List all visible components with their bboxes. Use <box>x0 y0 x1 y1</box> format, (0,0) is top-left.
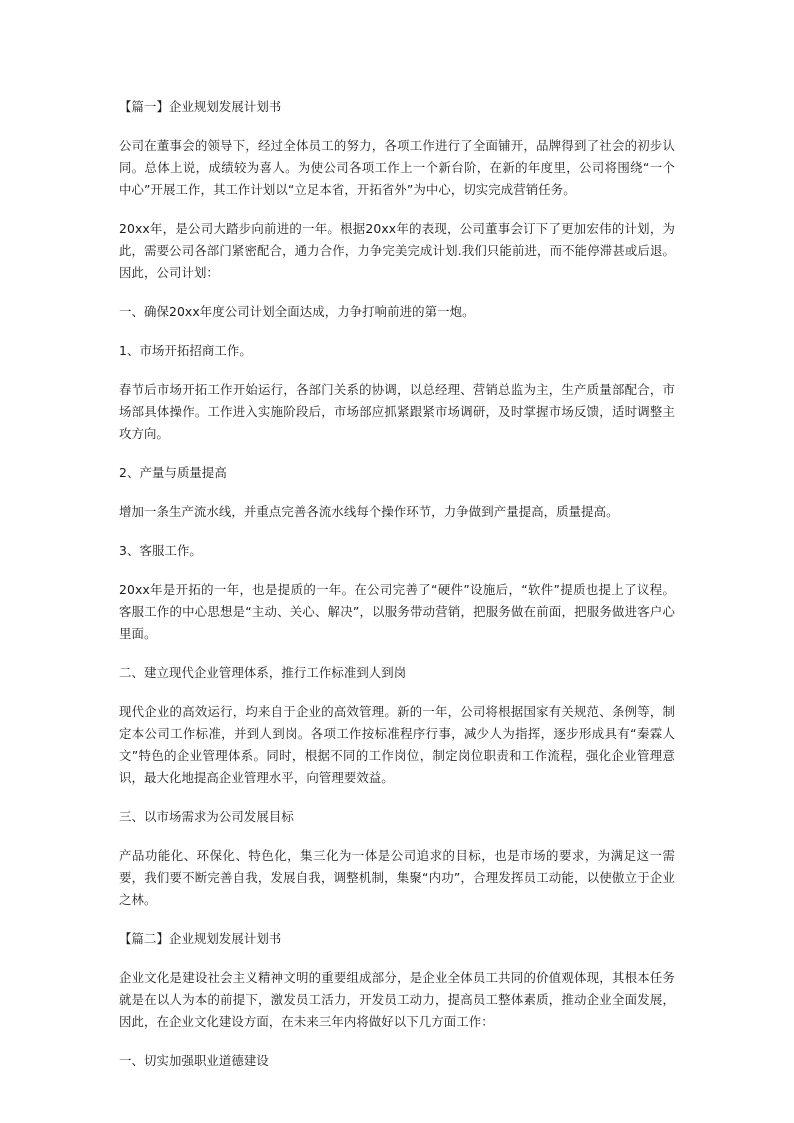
paragraph-management-system: 现代企业的高效运行，均来自于企业的高效管理。新的一年，公司将根据国家有关规范、条例等，制定本公司工作标准，并到人到岗。各项工作按标准程序行事，减少人为指挥，逐步形成具有“秦霖人文”特色的企业管理体系。同时，根据不同的工作岗位，制定岗位职责和工作流程，强化企业管理意识，最大化地提高企业管理水平，向管理要效益。 <box>119 704 675 785</box>
heading-professional-ethics: 一、切实加强职业道德建设 <box>119 1053 269 1068</box>
paragraph-customer-service: 20xx年是开拓的一年，也是提质的一年。在公司完善了“硬件”设施后，“软件”提质也提上了议程。客服工作的中心思想是“主动、关心、解决”，以服务带动营销，把服务做在前面，把服务做进客户心里面。 <box>119 582 675 641</box>
heading-goal-two: 二、建立现代企业管理体系，推行工作标准到人到岗 <box>119 665 407 680</box>
paragraph-market-demand: 产品功能化、环保化、特色化，集三化为一体是公司追求的目标，也是市场的要求，为满足这一需要，我们要不断完善自我，发展自我，调整机制，集聚“内功”，合理发挥员工动能，以使傲立于企业之林。 <box>119 848 675 907</box>
heading-goal-three: 三、以市场需求为公司发展目标 <box>119 809 294 824</box>
paragraph-intro: 公司在董事会的领导下，经过全体员工的努力，各项工作进行了全面铺开，品牌得到了社会的初步认同。总体上说，成绩较为喜人。为使公司各项工作上一个新台阶，在新的年度里，公司将围绕“一个中心”开展工作，其工作计划以“立足本省，开拓省外”为中心，切实完成营销任务。 <box>119 138 675 197</box>
section-heading-part-one: 【篇一】企业规划发展计划书 <box>119 99 282 114</box>
paragraph-output-quality: 增加一条生产流水线，并重点完善各流水线每个操作环节，力争做到产量提高，质量提高。 <box>119 504 619 519</box>
subheading-market-expansion: 1、市场开拓招商工作。 <box>119 343 252 358</box>
paragraph-market-expansion: 春节后市场开拓工作开始运行，各部门关系的协调，以总经理、营销总监为主，生产质量部配合，市场部具体操作。工作进入实施阶段后，市场部应抓紧跟紧市场调研，及时掌握市场反馈，适时调整主攻方向。 <box>119 382 675 441</box>
subheading-customer-service: 3、客服工作。 <box>119 543 202 558</box>
paragraph-year-plan: 20xx年，是公司大踏步向前进的一年。根据20xx年的表现，公司董事会订下了更加宏伟的计划，为此，需要公司各部门紧密配合，通力合作，力争完美完成计划.我们只能前进，而不能停滞甚或后退。因此，公司计划： <box>119 221 675 280</box>
paragraph-corporate-culture: 企业文化是建设社会主义精神文明的重要组成部分，是企业全体员工共同的价值观体现，其根本任务就是在以人为本的前提下，激发员工活力，开发员工动力，提高员工整体素质，推动企业全面发展，因此，在企业文化建设方面，在未来三年内将做好以下几方面工作： <box>119 970 675 1029</box>
subheading-output-quality: 2、产量与质量提高 <box>119 465 227 480</box>
section-heading-part-two: 【篇二】企业规划发展计划书 <box>119 931 282 946</box>
document-body <box>119 96 675 1072</box>
heading-goal-one: 一、确保20xx年度公司计划全面达成，力争打响前进的第一炮。 <box>119 304 475 319</box>
